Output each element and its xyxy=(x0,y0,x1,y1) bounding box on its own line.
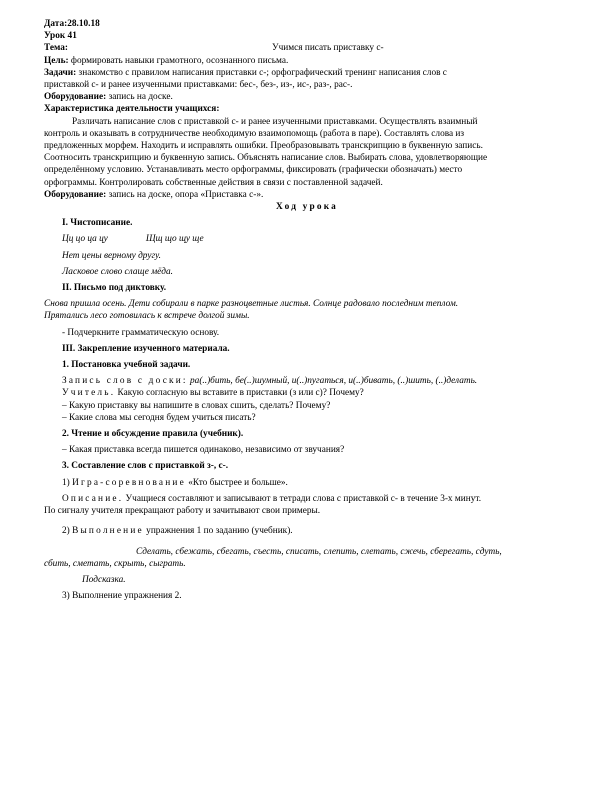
calligraphy-1b: Щщ що щу ще xyxy=(145,234,204,245)
task-line-2: приставкой с- и ранее изученными приставками: бес-, без-, из-, ис-, раз-, рас-. xyxy=(44,80,353,90)
question-2: – Какие слова мы сегодня будем учиться писать? xyxy=(62,412,256,423)
characteristics-line: контроль и оказывать в сотрудничестве необходимую взаимопомощь (работа в паре). Составлять слова из xyxy=(44,128,465,139)
exercise1-line xyxy=(62,525,570,537)
topic-row xyxy=(44,42,570,54)
lesson-date: Дата:28.10.18 xyxy=(44,19,100,29)
teacher-line xyxy=(62,387,570,399)
game-number: 1) xyxy=(62,477,70,488)
question-3: – Какая приставка всегда пишется одинаково, независимо от звучания? xyxy=(62,445,345,456)
game-label: Игра-соревнование xyxy=(72,477,186,488)
exercise1-label: Выполнение xyxy=(72,526,144,537)
topic-label: Тема: xyxy=(44,43,68,54)
calligraphy-line-2: Нет цены верному другу. xyxy=(62,250,161,261)
sub1-title: 1. Постановка учебной задачи. xyxy=(62,360,191,371)
characteristics-line: предложенных морфем. Находить и исправлять ошибки. Преобразовывать транскрипцию в буквенную запись. xyxy=(44,141,483,152)
answer-line-1: Сделать, сбежать, сбегать, съесть, списать, слепить, слетать, сжечь, сберегать, сдуть, xyxy=(136,546,502,557)
description-text-1: Учащиеся составляют и записывают в тетради слова с приставкой с- в течение 3-х минут. xyxy=(123,493,482,504)
topic-text: Учимся писать приставку с- xyxy=(272,43,384,54)
equipment2-text: запись на доске, опора «Приставка с-». xyxy=(106,189,264,200)
calligraphy-line-1 xyxy=(62,233,570,245)
description-line-2: По сигналу учителя прекращают работу и зачитывают свои примеры. xyxy=(44,506,321,517)
calligraphy-line-3: Ласковое слово слаще мёда. xyxy=(62,266,173,277)
dictation-task: - Подчеркните грамматическую основу. xyxy=(62,327,220,338)
board-line xyxy=(62,375,570,387)
task-label: Задачи: xyxy=(44,67,77,78)
section2-title: II. Письмо под диктовку. xyxy=(62,283,167,294)
dictation-line-2: Прятались лесо готовилась к встрече долгой зимы. xyxy=(44,311,250,322)
goal-line xyxy=(44,55,570,67)
goal-label: Цель: xyxy=(44,55,69,66)
equipment-text: запись на доске. xyxy=(106,92,173,103)
question-1: – Какую приставку вы напишите в словах сшить, сделать? Почему? xyxy=(62,400,331,411)
section3-title: III. Закрепление изученного материала. xyxy=(62,343,230,354)
equipment2-line xyxy=(44,189,570,201)
document-page xyxy=(44,18,570,602)
description-line-1 xyxy=(62,493,570,505)
equipment-label: Оборудование: xyxy=(44,92,107,103)
equipment2-label: Оборудование: xyxy=(44,189,107,200)
answer-line-2: сбить, сметать, скрыть, сыграть. xyxy=(44,558,186,569)
exercise1-number: 2) xyxy=(62,526,70,537)
characteristics-line: орфограммы. Контролировать собственные действия в связи с поставленной задачей. xyxy=(44,177,383,188)
teacher-text: Какую согласную вы вставите в приставки (з или с)? Почему? xyxy=(115,388,364,399)
characteristics-line: Соотносить транскрипцию и буквенную запись. Объяснять написание слов. Выбирать слова, удовлетворяющие xyxy=(44,153,488,164)
characteristics-line: Различать написание слов с приставкой с- и ранее изученными приставками. Осуществлять взаимный xyxy=(72,116,478,127)
hint-text: Подсказка. xyxy=(82,574,126,585)
characteristics-label: Характеристика деятельности учащихся: xyxy=(44,104,220,115)
lesson-number: Урок 41 xyxy=(44,31,77,42)
teacher-label: Учитель. xyxy=(62,388,116,399)
section1-title: I. Чистописание. xyxy=(62,218,133,229)
sub2-title: 2. Чтение и обсуждение правила (учебник). xyxy=(62,429,244,440)
sub3-title: 3. Составление слов с приставкой з-, с-. xyxy=(62,461,229,472)
description-label: Описание. xyxy=(62,493,124,504)
game-line xyxy=(62,477,570,489)
lesson-flow-heading: Ход урока xyxy=(276,202,338,213)
calligraphy-1a: Цц цо ца цу xyxy=(62,234,108,245)
goal-text: формировать навыки грамотного, осознанного письма. xyxy=(68,55,289,66)
task-line-1 xyxy=(44,67,570,79)
characteristics-line: определённому условию. Устанавливать место орфограммы, фиксировать (графически обозначать) место xyxy=(44,165,463,176)
characteristics-paragraph xyxy=(44,116,570,189)
exercise1-text: упражнения 1 по заданию (учебник). xyxy=(143,526,293,537)
game-name: «Кто быстрее и больше». xyxy=(185,477,288,488)
board-words: ра(..)бить, бе(..)шумный, и(..)пугаться, и(..)бивать, (..)шить, (..)делать. xyxy=(187,376,478,387)
board-label: Запись слов с доски: xyxy=(62,376,188,387)
task-text-1: знакомство с правилом написания приставки с-; орфографический тренинг написания слов с xyxy=(76,67,447,78)
exercise2-line: 3) Выполнение упражнения 2. xyxy=(62,591,182,602)
dictation-line-1: Снова пришла осень. Дети собирали в парке разноцветные листья. Солнце радовало последним теплом. xyxy=(44,299,459,310)
equipment-line xyxy=(44,91,570,103)
